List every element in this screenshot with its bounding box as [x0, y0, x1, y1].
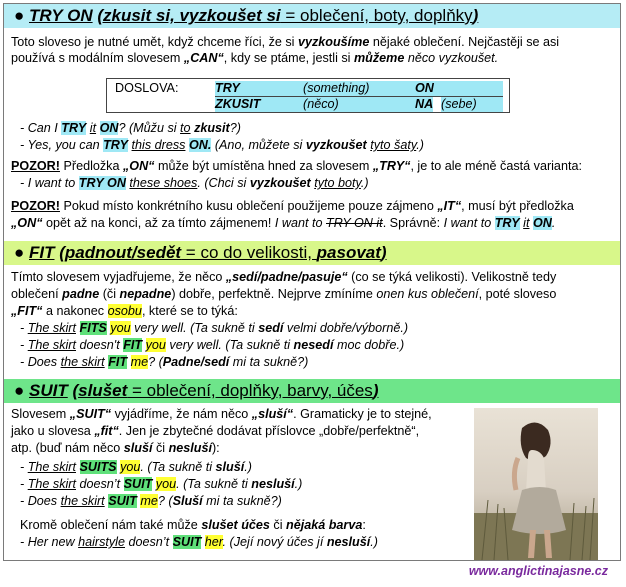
s1-paragraph-line2: používá s modálním slovesem „CAN“, kdy se ptáme, jestli si můžeme něco vyzkoušet. — [11, 51, 499, 65]
title-verb: TRY ON — [29, 6, 93, 25]
s3-example-3: - Does the skirt SUIT me? (Sluší mi ta sukně?) — [20, 494, 282, 508]
title-verb: SUIT — [29, 381, 68, 400]
s1-example-3: - I want to TRY ON these shoes. (Chci si vyzkoušet tyto boty.) — [20, 176, 369, 190]
s3-paragraph-line4: Kromě oblečení nám také může slušet účes či nějaká barva: — [20, 518, 366, 532]
bullet: ● — [14, 6, 29, 25]
table-r2-c1: ZKUSIT — [215, 97, 303, 112]
s3-example-2: - The skirt doesn’t SUIT you. (Ta sukně ti nesluší.) — [20, 477, 303, 491]
website-footer[interactable]: www.anglictinajasne.cz — [468, 564, 608, 578]
title-close: ) — [380, 243, 387, 262]
table-r2-c2: (něco) — [303, 97, 415, 112]
title-rest: = oblečení, doplňky, barvy, účes — [127, 381, 373, 400]
bullet: ● — [14, 381, 29, 400]
section-header-suit — [4, 379, 620, 403]
title-cz: (zkusit si, vyzkoušet si — [97, 6, 281, 25]
literal-translation-table — [106, 78, 510, 113]
s3-example-1: - The skirt SUITS you. (Ta sukně ti sluší.) — [20, 460, 252, 474]
table-r1-c3: ON — [415, 81, 503, 96]
photo-of-woman-in-field-icon — [474, 408, 598, 560]
s1-paragraph-line1: Toto sloveso je nutné umět, když chceme říci, že si vyzkoušíme nějaké oblečení. Nejčastěji se asi — [11, 35, 560, 49]
table-r2-c4: (sebe) — [441, 97, 503, 112]
page-frame — [3, 3, 621, 561]
table-r1-c1: TRY — [215, 81, 303, 96]
s3-paragraph-line1: Slovesem „SUIT“ vyjádříme, že nám něco „sluší“. Gramaticky je to stejné, — [11, 407, 432, 421]
title-pas: pasovat — [316, 243, 381, 262]
s1-example-1: - Can I TRY it ON? (Můžu si to zkusit?) — [20, 121, 241, 135]
s2-example-2: - The skirt doesn't FIT you very well. (Ta sukně ti nesedí moc dobře.) — [20, 338, 405, 352]
title-cz: (padnout/sedět — [59, 243, 182, 262]
title-cz: (slušet — [72, 381, 128, 400]
s2-paragraph-line2: oblečení padne (či nepadne) dobře, perfektně. Nejprve zmíníme onen kus oblečení, poté sloveso — [11, 287, 557, 301]
title-close: ) — [372, 381, 379, 400]
s1-warning-3: „ON“ opět až na konci, až za tímto zájmenem! I want to TRY ON it. Správně: I want to TRY it ON. — [11, 216, 556, 230]
s1-warning-1: POZOR! Předložka „ON“ může být umístěna hned za slovesem „TRY“, je to ale méně častá varianta: — [11, 159, 582, 173]
s3-paragraph-line2: jako u slovesa „fit“. Jen je zbytečné dodávat příslovce „dobře/perfektně“, — [11, 424, 420, 438]
s1-example-2: - Yes, you can TRY this dress ON. (Ano, můžete si vyzkoušet tyto šaty.) — [20, 138, 424, 152]
title-rest: = oblečení, boty, doplňky — [280, 6, 473, 25]
s3-paragraph-line3: atp. (buď nám něco sluší či nesluší): — [11, 441, 220, 455]
s2-example-3: - Does the skirt FIT me? (Padne/sedí mi ta sukně?) — [20, 355, 309, 369]
s3-example-4: - Her new hairstyle doesn’t SUIT her. (Její nový účes jí nesluší.) — [20, 535, 378, 549]
s2-paragraph-line1: Tímto slovesem vyjadřujeme, že něco „sedí/padne/pasuje“ (co se týká velikosti). Velikostně tedy — [11, 270, 557, 284]
section-header-fit — [4, 241, 620, 265]
s1-warning-2: POZOR! Pokud místo konkrétního kusu oblečení použijeme pouze zájmeno „IT“, musí být předložka — [11, 199, 574, 213]
table-r2-c3: NA — [415, 97, 434, 111]
table-r1-c2: (something) — [303, 81, 415, 96]
table-label: DOSLOVA: — [115, 81, 179, 95]
s2-example-1: - The skirt FITS you very well. (Ta sukně ti sedí velmi dobře/výborně.) — [20, 321, 409, 335]
title-close: ) — [472, 6, 479, 25]
title-rest: = co do velikosti, — [181, 243, 317, 262]
title-verb: FIT — [29, 243, 55, 262]
s2-paragraph-line3: „FIT“ a nakonec osobu, které se to týká: — [11, 304, 238, 318]
section-header-try-on — [4, 4, 620, 28]
bullet: ● — [14, 243, 29, 262]
